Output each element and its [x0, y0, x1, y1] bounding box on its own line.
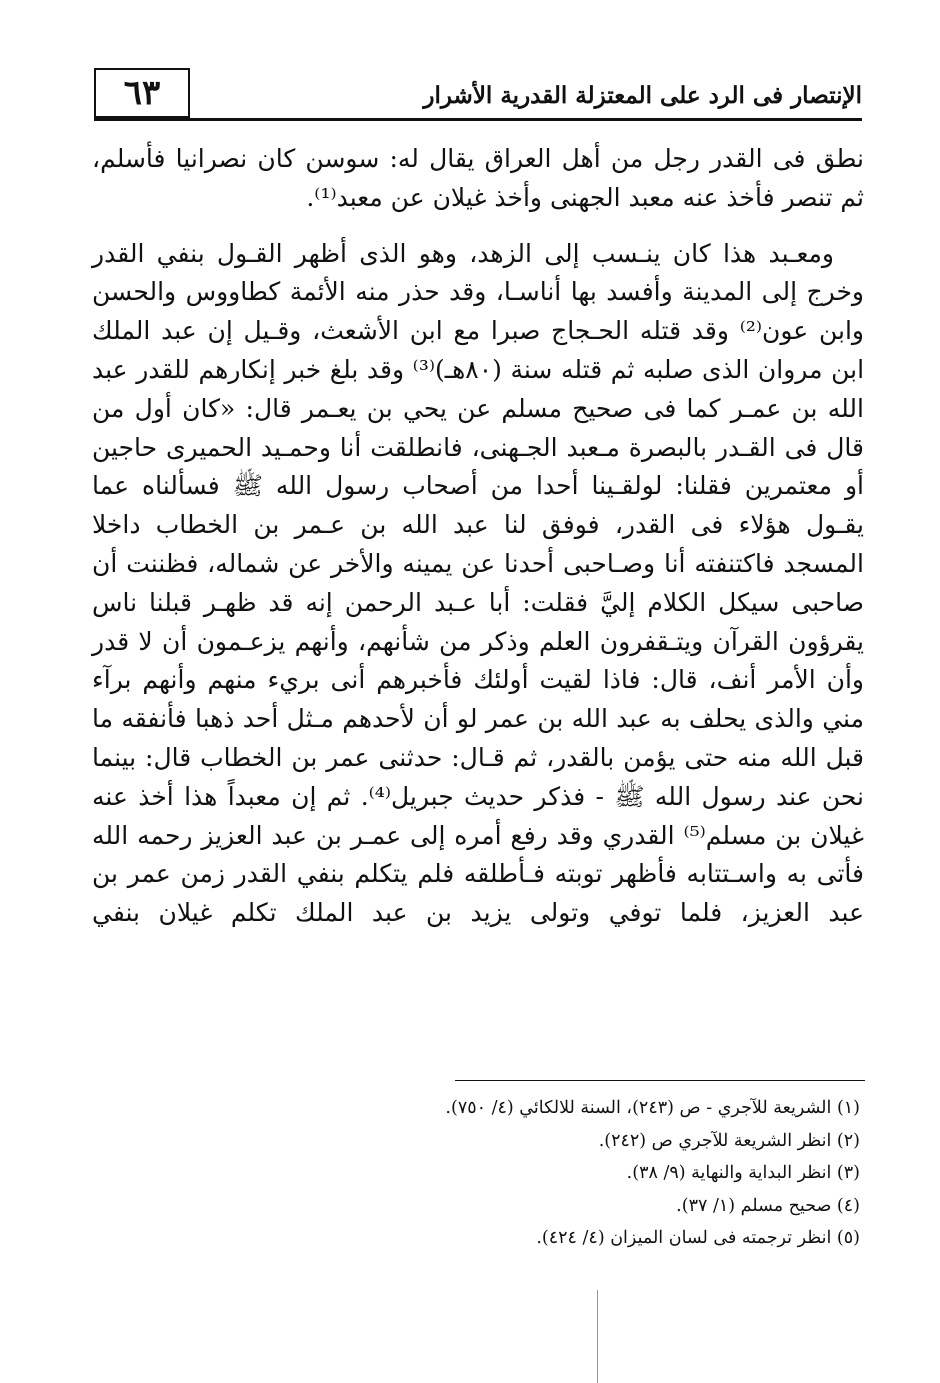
footnote-5: (٥) انظر ترجمته فى لسان الميزان (٤/ ٤٢٤).	[536, 1228, 860, 1249]
footnote-rule	[455, 1080, 865, 1081]
paragraph-1: نطق فى القدر رجل من أهل العراق يقال له: سوسن كان نصرانيا فأسلم، ثم تنصر فأخذ عنه معبد الجهنى وأخذ غيلان عن معبد⁽¹⁾.	[92, 144, 864, 212]
header-rule	[94, 118, 862, 121]
footnote-4: (٤) صحيح مسلم (١/ ٣٧).	[676, 1195, 860, 1216]
paragraph-2: ومعـبد هذا كان ينـسب إلى الزهد، وهو الذى أظهر القـول بنفي القدر وخرج إلى المدينة وأفسد بها أناسـا، وقد حذر منه الأئمة كطاووس والحسن وابن عون⁽²⁾ وقد قتله الحـجاج صبرا مع ابن الأشعث، وقـيل إن عبد الملك ابن مروان الذى صلبه ثم قتله سنة (٨٠هـ)⁽³⁾ وقد بلغ خبر إنكارهم للقدر عبد الله بن عمـر كما فى صحيح مسلم عن يحي بن يعـمر قال: «كان أول من قال فى القـدر بالبصرة مـعبد الجـهنى، فانطلقت أنا وحمـيد الحميرى حاجين أو معتمرين فقلنا: لولقـينا أحدا من أصحاب رسول الله ﷺ فسألناه عما يقـول هؤلاء فى القدر، فوفق لنا عبد الله بن عـمر بن الخطاب داخلا المسجد فاكتنفته أنا وصـاحبى أحدنا عن يمينه والأخر عن شماله، فظننت أن صاحبى سيكل الكلام إليَّ فقلت: أبا عـبد الرحمن إنه قد ظهـر قبلنا ناس يقرؤون القرآن ويتـقفرون العلم وذكر من شأنهم، وأنهم يزعـمون أن لا قدر وأن الأمر أنف، قال: فاذا لقيت أولئك فأخبرهم أنى بريء منهم وأنهم برآء مني والذى يحلف به عبد الله بن عمر لو أن لأحدهم مـثل أحد ذهبا فأنفقه ما قبل الله منه حتى يؤمن بالقدر، ثم قـال: حدثنى عمر بن الخطاب قال: بينما نحن عند رسول الله ﷺ - فذكر حديث جبريل⁽⁴⁾. ثم إن معبداً هذا أخذ عنه غيلان بن مسلم⁽⁵⁾ القدري وقد رفع أمره إلى عمـر بن عبد العزيز رحمه الله فأتى به واسـتتابه فأظهر توبته فـأطلقه فلم يتكلم بنفي القدر زمن عمر بن عبد العزيز، فلما توفي وتولى يزيد بن عبد الملك تكلم غيلان بنفي	[92, 238, 865, 928]
footnote-2: (٢) انظر الشريعة للآجري ص (٢٤٢).	[598, 1130, 860, 1151]
footnote-1: (١) الشريعة للآجري - ص (٢٤٣)، السنة للالكائي (٤/ ٧٥٠).	[445, 1098, 860, 1118]
footnote-3: (٣) انظر البداية والنهاية (٩/ ٣٨).	[626, 1163, 860, 1184]
running-title: الإنتصار فى الرد على المعتزلة القدرية الأشرار	[423, 82, 862, 109]
page-header	[94, 68, 862, 130]
footnotes	[100, 1092, 860, 1255]
main-text	[92, 140, 864, 933]
page-edge-line	[597, 1290, 598, 1383]
page-number: ٦٣	[94, 68, 190, 118]
